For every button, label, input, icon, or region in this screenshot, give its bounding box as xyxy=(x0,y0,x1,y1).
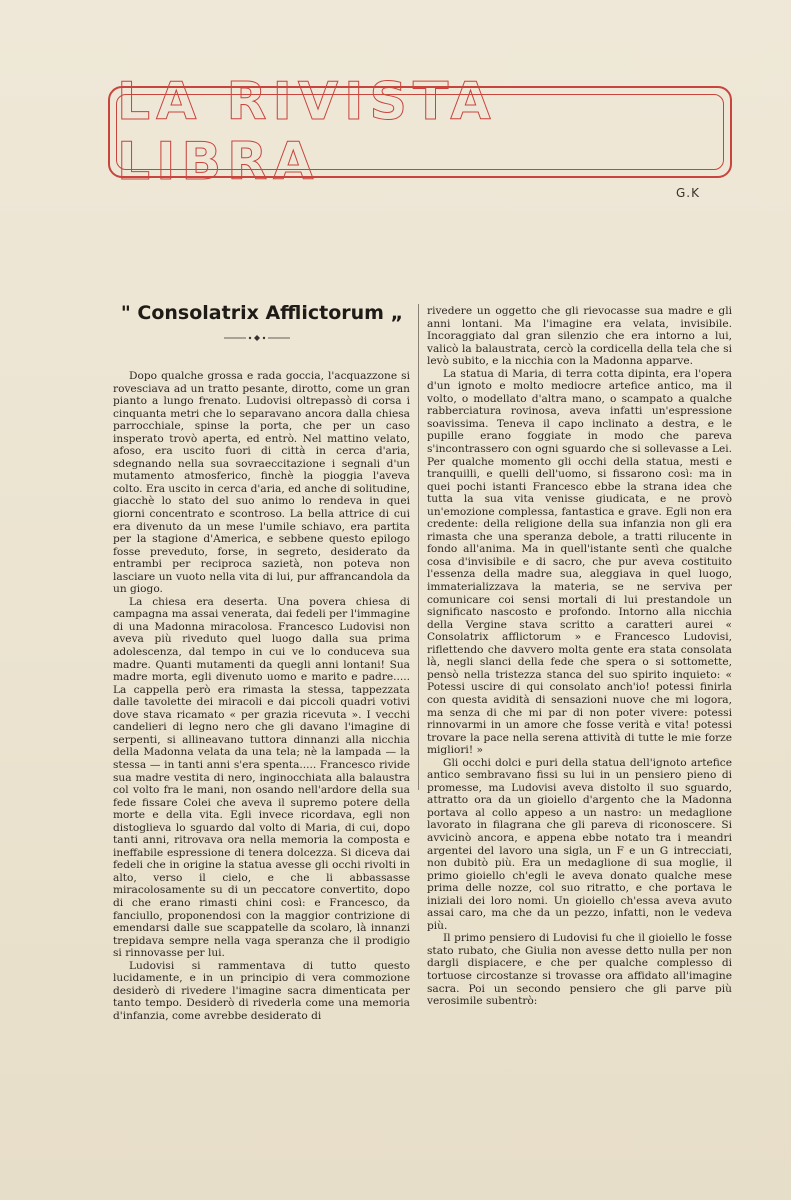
article-column-right xyxy=(427,305,732,1008)
illustrator-signature: G.K xyxy=(676,186,700,200)
article-column-left xyxy=(113,370,410,1022)
masthead-title: LA RIVISTA LIBRA xyxy=(117,72,497,192)
article-title: " Consolatrix Afflictorum „ xyxy=(120,302,404,324)
paragraph: Ludovisi si rammentava di tutto questo lucidamente, e in un principio di vera commozione desiderò di rivedere l'imagine sacra dimenticata per tanto tempo. Desiderò di rivederla come una memoria d'infanzia, come avrebbe desiderato di xyxy=(113,959,410,1022)
paragraph: Dopo qualche grossa e rada goccia, l'acquazzone si rovesciava ad un tratto pesante, dirotto, come un gran pianto a lungo frenato. Ludovisi oltrepassò di corsa i cinquanta metri che lo separavano ancora dalla chiesa parrocchiale, spinse la porta, che per un caso insperato trovò aperta, ed entrò. Nel mattino velato, afoso, era uscito fuori di città in cerca d'aria, sdegnando nella sua sovraeccitazione i segnali d'un mutamento atmosferico, finchè la pioggia l'aveva colto. Era uscito in cerca d'aria, ed anche di solitudine, giacchè lo stato del suo animo lo rendeva in quei giorni concentrato e scontroso. La bella attrice di cui era divenuto da un mese l'umile schiavo, era partita per la stagione d'America, e sebbene questo epilogo fosse preveduto, forse, in segreto, desiderato da entrambi per reciproca sazietà, non poteva non lasciare un vuoto nella vita di lui, pur affrancandola da un giogo. xyxy=(113,370,410,596)
paragraph: La statua di Maria, di terra cotta dipinta, era l'opera d'un ignoto e molto mediocre artefice antico, ma il volto, o modellato d'altra mano, o scampato a qualche rabberciatura rovinosa, aveva infatti un'espressione soavissima. Teneva il capo inclinato a destra, e le pupille erano foggiate in modo che pareva s'incontrassero con ogni sguardo che si sollevasse a Lei. Per qualche momento gli occhi della statua, mesti e tranquilli, e quelli dell'uomo, si fissarono così: ma in quei pochi istanti Francesco ebbe la strana idea che tutta la sua vita venisse giudicata, e ne provò un'emozione complessa, fantastica e grave. Egli non era credente: della religione della sua infanzia non gli era rimasta che una speranza debole, a tratti rilucente in fondo all'anima. Ma in quell'istante sentì che qualche cosa d'invisibile e di sacro, che pur aveva costituito l'essenza della madre sua, aleggiava in quel luogo, immaterializzava la materia, se ne serviva per comunicare coi sensi mortali di lui prestandole un significato nascosto e profondo. Intorno alla nicchia della Vergine stava scritto a caratteri aurei « Consolatrix afflictorum » e Francesco Ludovisi, riflettendo che davvero molta gente era stata consolata là, negli slanci della fede che spera o si sottomette, pensò nella tristezza stanca del suo spirito inquieto: « Potessi uscire di qui consolato anch'io! potessi finirla con questa avidità di sensazioni nuove che mi logora, ma senza di che mi par di non poter vivere: potessi rinnovarmi in un amore che fosse verità e vita! potessi trovare la pace nella serena attività di tutte le mie forze migliori! » xyxy=(427,367,732,757)
paragraph: La chiesa era deserta. Una povera chiesa di campagna ma assai venerata, dai fedeli per l'immagine di una Madonna miracolosa. Francesco Ludovisi non aveva più riveduto quel luogo dalla sua prima adolescenza, dal tempo in cui ve lo conduceva sua madre. Quanti mutamenti da quegli anni lontani! Sua madre morta, egli divenuto uomo e marito e padre..... La cappella però era rimasta la stessa, tappezzata dalle tavolette dei miracoli e dai piccoli quadri votivi dove stava ricamato « per grazia ricevuta ». I vecchi candelieri di legno nero che gli davano l'imagine di serpenti, si allineavano tuttora dinnanzi alla nicchia della Madonna velata da una tela; nè la lampada — la stessa — in tanti anni s'era spenta..... Francesco rivide sua madre vestita di nero, inginocchiata alla balaustra col volto fra le mani, non osando nell'ardore della sua fede fissare Colei che aveva il supremo potere della morte e della vita. Egli invece ricordava, egli non distoglieva lo sguardo dal volto di Maria, di cui, dopo tanti anni, ritrovava ora nella memoria la composta e ineffabile espressione di tenera dolcezza. Si diceva dai fedeli che in origine la statua avesse gli occhi rivolti in alto, verso il cielo, e che li abbassasse miracolosamente su di un peccatore convertito, dopo di che erano rimasti chini così: e Francesco, da fanciullo, proponendosi con la maggior contrizione di emendarsi dalle sue scappatelle da scolaro, là innanzi trepidava sempre nella vaga speranza che il prodigio si rinnovasse per lui. xyxy=(113,595,410,960)
title-ornament-icon xyxy=(222,333,292,343)
paragraph: Il primo pensiero di Ludovisi fu che il gioiello le fosse stato rubato, che Giulia non avesse detto nulla per non dargli dispiacere, e che per qualche complesso di tortuose circostanze si trovasse ora affidato all'imagine sacra. Poi un secondo pensiero che gli parve più verosimile subentrò: xyxy=(427,932,732,1008)
masthead-inner-frame xyxy=(116,72,724,192)
masthead-frame xyxy=(108,72,732,192)
paragraph: rivedere un oggetto che gli rievocasse sua madre e gli anni lontani. Ma l'imagine era velata, invisibile. Incoraggiato dal gran silenzio che era intorno a lui, valicò la balaustrata, cercò la cordicella della tela che si levò subito, e la nicchia con la Madonna apparve. xyxy=(427,305,732,368)
paragraph: Gli occhi dolci e puri della statua dell'ignoto artefice antico sembravano fissi su lui in un pensiero pieno di promesse, ma Ludovisi aveva distolto il suo sguardo, attratto ora da un gioiello d'argento che la Madonna portava al collo appeso a un nastro: un medaglione lavorato in filagrana che gli pareva di riconoscere. Si avvicinò ancora, e appena ebbe notato tra i meandri argentei del lavoro una sigla, un F e un G intrecciati, non dubitò più. Era un medaglione di sua moglie, il primo gioiello ch'egli le aveva donato qualche mese prima delle nozze, col suo ritratto, e che portava le iniziali dei loro nomi. Un gioiello ch'essa aveva avuto assai caro, ma che da un pezzo, infatti, non le vedeva più. xyxy=(427,756,732,932)
column-divider xyxy=(418,304,419,790)
